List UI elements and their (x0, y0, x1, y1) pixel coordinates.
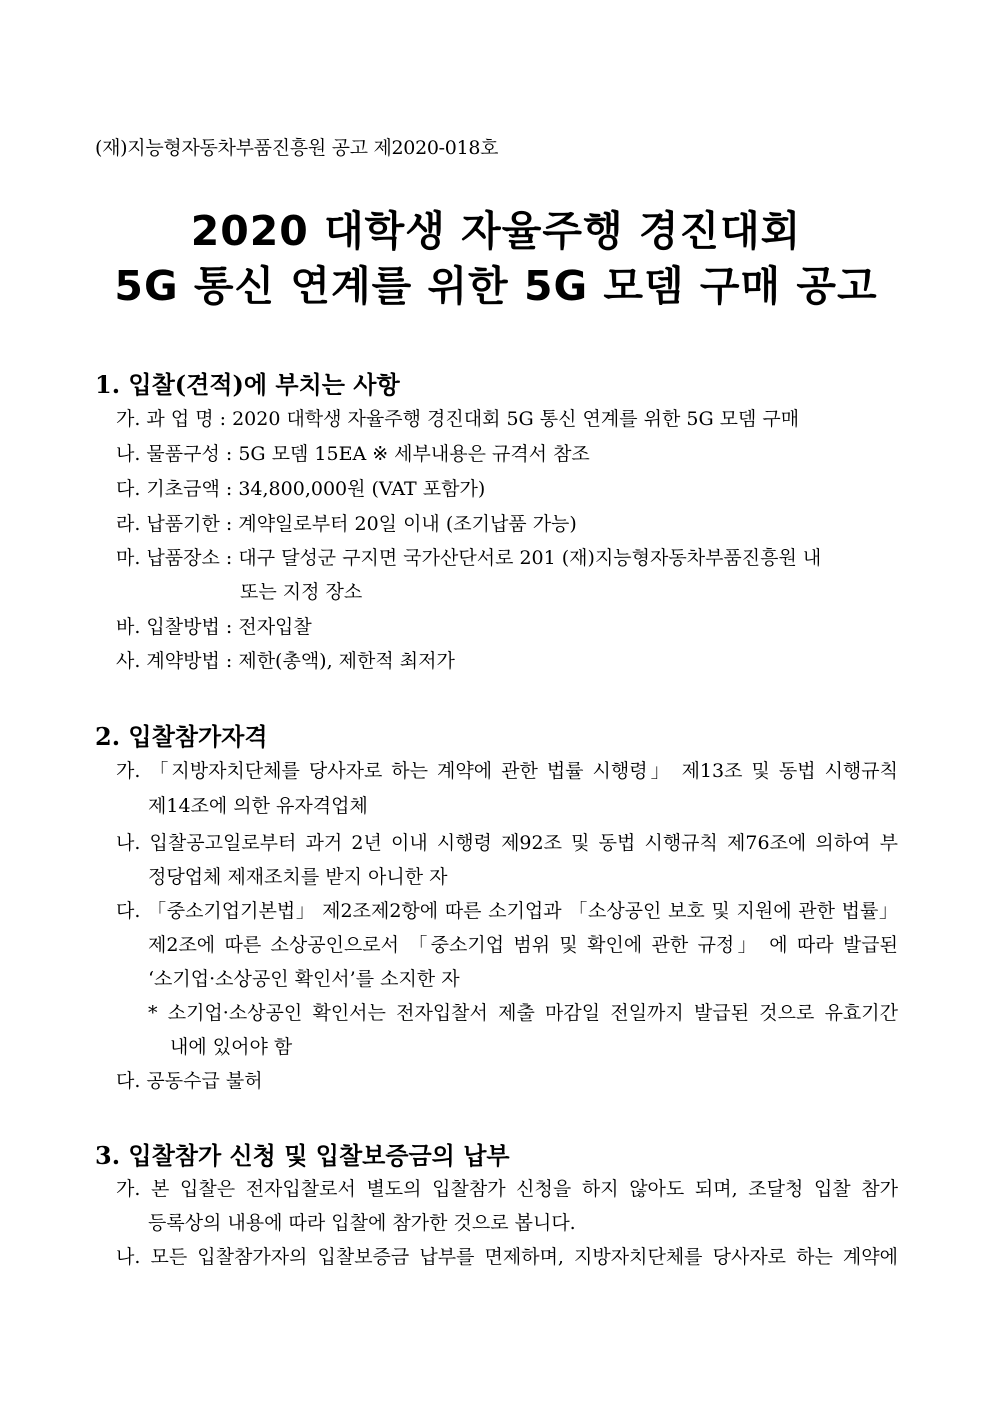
document-title-line2: 5G 통신 연계를 위한 5G 모뎀 구매 공고 (114, 262, 878, 310)
section1-item-delivery-place (116, 545, 821, 571)
item-value: 2020 대학생 자율주행 경진대회 5G 통신 연계를 위한 5G 모뎀 구매 (232, 408, 800, 430)
section2-note-line1: * 소기업·소상공인 확인서는 전자입찰서 제출 마감일 전일까지 발급된 것으로 유효기간 (148, 1002, 898, 1024)
document-title-line1: 2020 대학생 자율주행 경진대회 (190, 207, 802, 255)
section1-item-task (116, 406, 799, 432)
section2-item-b-line1: 나. 입찰공고일로부터 과거 2년 이내 시행령 제92조 및 동법 시행규칙 제76조에 의하여 부 (116, 832, 898, 854)
section3-item-a-line2: 등록상의 내용에 따라 입찰에 참가한 것으로 봅니다. (148, 1212, 576, 1234)
item-value: 대구 달성군 구지면 국가산단서로 201 (재)지능형자동차부품진흥원 내 (238, 547, 822, 569)
item-value: 제한(총액), 제한적 최저가 (238, 650, 455, 672)
section2-note-line2: 내에 있어야 함 (170, 1036, 293, 1058)
item-value: 34,800,000원 (VAT 포함가) (238, 478, 486, 500)
item-value: 계약일로부터 20일 이내 (조기납품 가능) (238, 513, 577, 535)
item-label: 라. 납품기한 : (116, 513, 233, 535)
item-label: 다. 기초금액 : (116, 478, 233, 500)
item-value: 5G 모뎀 15EA ※ 세부내용은 규격서 참조 (238, 443, 590, 465)
section1-heading: 1. 입찰(견적)에 부치는 사항 (95, 370, 400, 399)
item-label: 사. 계약방법 : (116, 650, 233, 672)
section2-item-a-line1: 가. 「지방자치단체를 당사자로 하는 계약에 관한 법률 시행령」 제13조 및 동법 시행규칙 (116, 760, 898, 782)
section1-item-base-price (116, 476, 485, 502)
section2-heading: 2. 입찰참가자격 (95, 722, 268, 751)
section1-item-composition (116, 441, 590, 467)
section2-item-d: 다. 공동수급 불허 (116, 1070, 263, 1092)
notice-number: (재)지능형자동차부품진흥원 공고 제2020-018호 (95, 137, 499, 159)
item-label: 마. 납품장소 : (116, 547, 233, 569)
section3-item-a-line1: 가. 본 입찰은 전자입찰로서 별도의 입찰참가 신청을 하지 않아도 되며, 조달청 입찰 참가 (116, 1178, 898, 1200)
section3-heading: 3. 입찰참가 신청 및 입찰보증금의 납부 (95, 1141, 510, 1170)
section2-item-c-line1: 다. 「중소기업기본법」 제2조제2항에 따른 소기업과 「소상공인 보호 및 지원에 관한 법률」 (116, 900, 898, 922)
item-label: 가. 과 업 명 : (116, 408, 227, 430)
section2-item-c-line3: ‘소기업·소상공인 확인서’를 소지한 자 (148, 968, 460, 990)
section1-item-bid-method (116, 614, 312, 640)
section1-item-contract-method (116, 648, 455, 674)
item-label: 바. 입찰방법 : (116, 616, 233, 638)
item-value: 전자입찰 (238, 616, 312, 638)
section3-item-b-line1: 나. 모든 입찰참가자의 입찰보증금 납부를 면제하며, 지방자치단체를 당사자로 하는 계약에 (116, 1246, 898, 1268)
item-label: 나. 물품구성 : (116, 443, 233, 465)
section2-item-c-line2: 제2조에 따른 소상공인으로서 「중소기업 범위 및 확인에 관한 규정」 에 따라 발급된 (148, 934, 898, 956)
section1-item-delivery-place-cont: 또는 지정 장소 (240, 581, 363, 603)
section1-item-delivery-period (116, 511, 577, 537)
section2-item-b-line2: 정당업체 제재조치를 받지 아니한 자 (148, 866, 448, 888)
section2-item-a-line2: 제14조에 의한 유자격업체 (148, 795, 368, 817)
